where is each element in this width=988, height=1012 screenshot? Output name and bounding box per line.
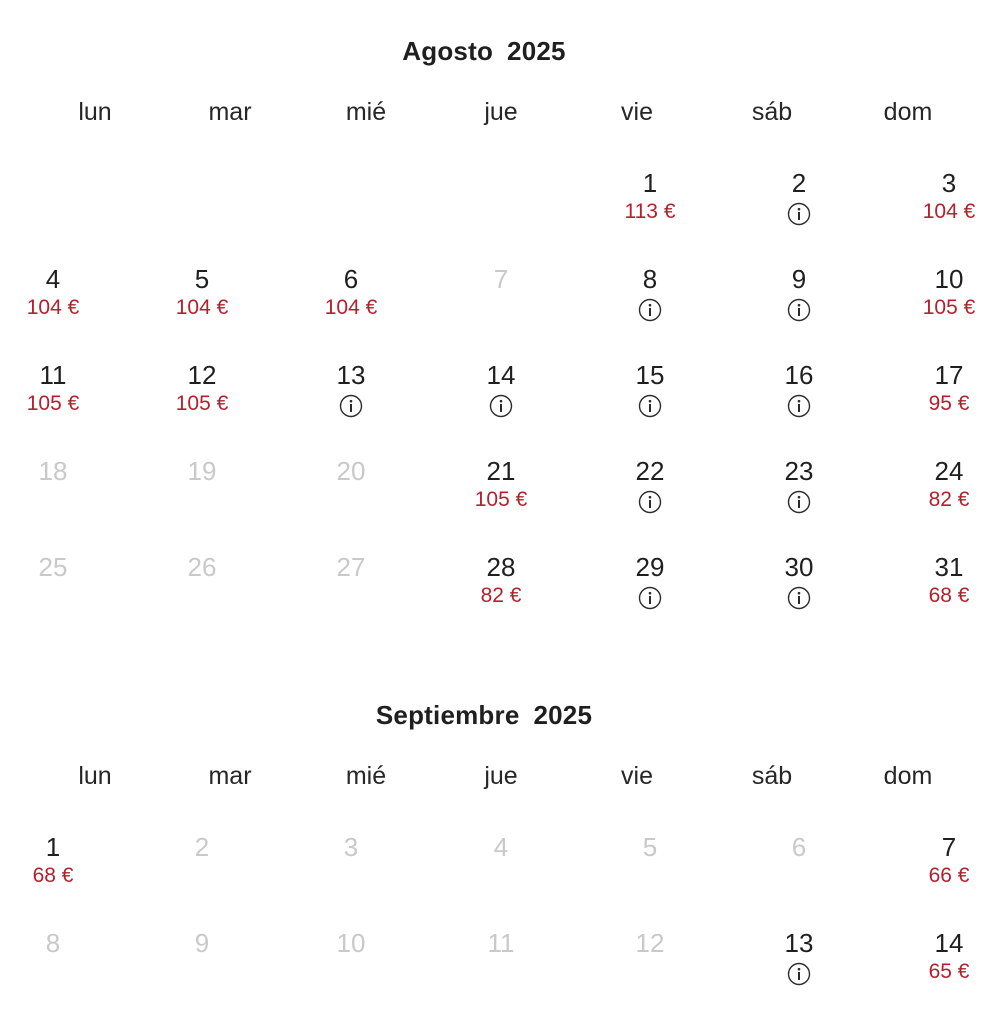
calendar-day[interactable] (446, 456, 556, 540)
day-number: 12 (635, 928, 665, 958)
day-number: 5 (194, 264, 210, 294)
day-price: 82 € (928, 488, 970, 511)
day-number: 8 (642, 264, 658, 294)
info-circle-icon[interactable] (787, 394, 811, 418)
calendar-day[interactable] (0, 264, 108, 348)
day-number: 30 (784, 552, 814, 582)
calendar-day (0, 928, 108, 1012)
day-price: 66 € (928, 864, 970, 887)
day-price: 68 € (928, 584, 970, 607)
calendar-day[interactable] (595, 264, 705, 348)
day-number: 25 (38, 552, 68, 582)
day-number: 27 (336, 552, 366, 582)
calendar-day (744, 832, 854, 916)
calendar-day (0, 456, 108, 540)
calendar-day[interactable] (894, 928, 988, 1012)
weekday-mié: mié (345, 762, 387, 790)
day-price: 104 € (175, 296, 229, 319)
day-number: 28 (486, 552, 516, 582)
calendar-day (296, 832, 406, 916)
day-number: 10 (336, 928, 366, 958)
day-price: 104 € (324, 296, 378, 319)
weekday-vie: vie (621, 98, 653, 126)
calendar-day (147, 928, 257, 1012)
day-number: 22 (635, 456, 665, 486)
calendar-day[interactable] (147, 360, 257, 444)
day-price: 105 € (175, 392, 229, 415)
day-number: 14 (934, 928, 964, 958)
day-number: 10 (934, 264, 964, 294)
calendar-day (147, 832, 257, 916)
calendar-day (296, 928, 406, 1012)
calendar-day[interactable] (894, 456, 988, 540)
month-title (0, 700, 968, 731)
day-number: 13 (784, 928, 814, 958)
calendar-day[interactable] (744, 928, 854, 1012)
day-number: 23 (784, 456, 814, 486)
day-number: 9 (791, 264, 807, 294)
calendar-day[interactable] (744, 264, 854, 348)
day-number: 17 (934, 360, 964, 390)
day-number: 18 (38, 456, 68, 486)
day-number: 19 (187, 456, 217, 486)
weekday-dom: dom (883, 762, 933, 790)
weekday-dom: dom (883, 98, 933, 126)
day-price: 113 € (624, 200, 676, 223)
calendar-day[interactable] (446, 360, 556, 444)
weekday-vie: vie (621, 762, 653, 790)
calendar-day (595, 928, 705, 1012)
weekday-mié: mié (345, 98, 387, 126)
day-price: 65 € (928, 960, 970, 983)
day-number: 4 (45, 264, 61, 294)
calendar-day[interactable] (595, 456, 705, 540)
day-number: 8 (45, 928, 61, 958)
day-price: 95 € (928, 392, 970, 415)
calendar-day (446, 928, 556, 1012)
weekday-sáb: sáb (751, 98, 793, 126)
month-name: Septiembre (375, 700, 520, 730)
info-circle-icon[interactable] (787, 490, 811, 514)
day-number: 9 (194, 928, 210, 958)
day-number: 24 (934, 456, 964, 486)
day-price: 105 € (922, 296, 976, 319)
info-circle-icon[interactable] (638, 490, 662, 514)
day-number: 12 (187, 360, 217, 390)
calendar-day (147, 552, 257, 636)
weekday-lun: lun (78, 98, 112, 126)
weekday-lun: lun (78, 762, 112, 790)
calendar-day[interactable] (744, 168, 854, 252)
weekday-mar: mar (208, 762, 252, 790)
weekday-jue: jue (484, 98, 518, 126)
day-number: 21 (486, 456, 516, 486)
info-circle-icon[interactable] (638, 394, 662, 418)
info-circle-icon[interactable] (787, 298, 811, 322)
day-number: 26 (187, 552, 217, 582)
day-price: 104 € (26, 296, 80, 319)
day-number: 31 (934, 552, 964, 582)
calendar-day[interactable] (147, 264, 257, 348)
day-number: 1 (642, 168, 658, 198)
weekday-sáb: sáb (751, 762, 793, 790)
day-number: 11 (39, 360, 67, 390)
month-year: 2025 (507, 36, 566, 66)
month-title (0, 36, 968, 67)
day-number: 29 (635, 552, 665, 582)
day-price: 104 € (922, 200, 976, 223)
day-number: 16 (784, 360, 814, 390)
day-price: 105 € (474, 488, 528, 511)
day-number: 7 (493, 264, 509, 294)
calendar-day (446, 832, 556, 916)
day-price: 105 € (26, 392, 80, 415)
day-number: 6 (791, 832, 807, 862)
calendar-day (296, 456, 406, 540)
day-number: 15 (635, 360, 665, 390)
calendar-day[interactable] (894, 552, 988, 636)
calendar-day[interactable] (595, 360, 705, 444)
calendar-day (0, 552, 108, 636)
calendar-day[interactable] (296, 264, 406, 348)
calendar-day[interactable] (744, 552, 854, 636)
day-price: 68 € (32, 864, 74, 887)
info-circle-icon[interactable] (787, 962, 811, 986)
calendar-day[interactable] (446, 552, 556, 636)
day-number: 3 (941, 168, 957, 198)
info-circle-icon[interactable] (787, 586, 811, 610)
weekday-mar: mar (208, 98, 252, 126)
calendar-day[interactable] (744, 360, 854, 444)
calendar-day (296, 552, 406, 636)
info-circle-icon[interactable] (489, 394, 513, 418)
calendar-day (446, 264, 556, 348)
calendar-day[interactable] (595, 552, 705, 636)
info-circle-icon[interactable] (787, 202, 811, 226)
calendar-day (595, 832, 705, 916)
day-number: 14 (486, 360, 516, 390)
month-name: Agosto (402, 36, 494, 66)
calendar-day (147, 456, 257, 540)
calendar-day[interactable] (0, 832, 108, 916)
calendar-day[interactable] (296, 360, 406, 444)
day-number: 1 (45, 832, 61, 862)
calendar-day[interactable] (894, 360, 988, 444)
day-number: 13 (336, 360, 366, 390)
calendar-day[interactable] (0, 360, 108, 444)
day-number: 7 (941, 832, 957, 862)
calendar-day[interactable] (894, 168, 988, 252)
day-number: 2 (194, 832, 210, 862)
day-number: 5 (642, 832, 658, 862)
calendar-day[interactable] (595, 168, 705, 252)
day-price: 82 € (480, 584, 522, 607)
day-number: 11 (487, 928, 515, 958)
day-number: 20 (336, 456, 366, 486)
calendar-day[interactable] (744, 456, 854, 540)
day-number: 4 (493, 832, 509, 862)
calendar-day[interactable] (894, 264, 988, 348)
day-number: 3 (343, 832, 359, 862)
calendar-day[interactable] (894, 832, 988, 916)
info-circle-icon[interactable] (638, 586, 662, 610)
month-year: 2025 (533, 700, 593, 730)
day-number: 6 (343, 264, 359, 294)
info-circle-icon[interactable] (339, 394, 363, 418)
day-number: 2 (791, 168, 807, 198)
weekday-jue: jue (484, 762, 518, 790)
info-circle-icon[interactable] (638, 298, 662, 322)
